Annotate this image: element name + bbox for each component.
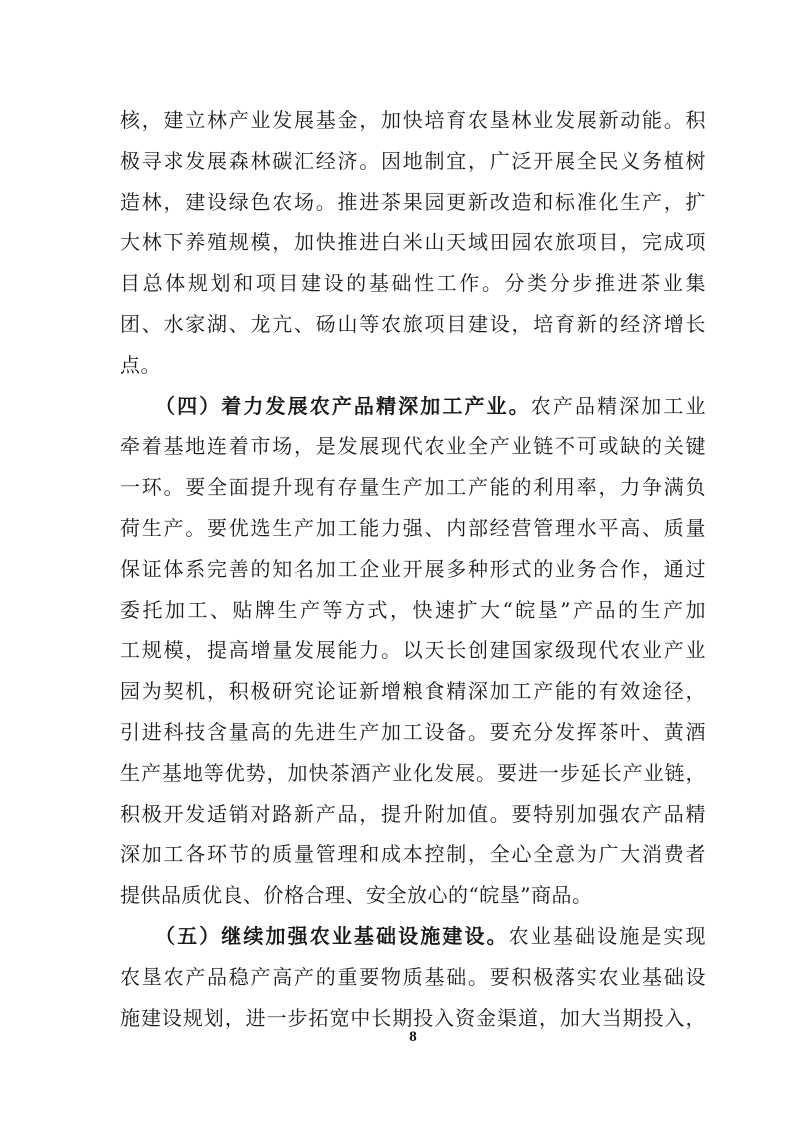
text-line [120,426,706,467]
text-line [120,467,706,508]
line-text: 核，建立林产业发展基金，加快培育农垦林业发展新动能。积 [120,108,706,132]
line-text: 深加工各环节的质量管理和成本控制，全心全意为广大消费者 [120,842,706,867]
text-line [120,712,706,753]
line-text: 牵着基地连着市场，是发展现代农业全产业链不可或缺的关键 [120,434,706,459]
line-text: 团、水家湖、龙亢、砀山等农旅项目建设，培育新的经济增长 [120,311,706,336]
line-text: 提供品质优良、价格合理、安全放心的“皖垦”商品。 [120,883,593,908]
text-line [120,671,706,712]
page-footer [120,1026,706,1046]
line-text: 工规模，提高增量发展能力。以天长创建国家级现代农业产业 [120,638,706,663]
line-text: 目总体规划和项目建设的基础性工作。分类分步推进茶业集 [120,271,706,296]
line-text: 积极开发适销对路新产品，提升附加值。要特别加强农产品精 [120,801,706,826]
text-line [120,263,706,304]
text-line [120,386,706,427]
page-number: 8 [409,1029,417,1045]
line-text: 点。 [120,352,161,377]
line-text: 农垦农产品稳产高产的重要物质基础。要积极落实农业基础设 [120,964,706,989]
line-text: 极寻求发展森林碳汇经济。因地制宜，广泛开展全民义务植树 [120,148,706,173]
text-line [120,345,706,386]
text-line [120,834,706,875]
text-line [120,875,706,916]
line-text: 一环。要全面提升现有存量生产加工产能的利用率，力争满负 [120,475,706,500]
line-text: 引进科技含量高的先进生产加工设备。要充分发挥茶叶、黄酒 [120,719,706,744]
line-text: 施建设规划，进一步拓宽中长期投入资金渠道，加大当期投入， [120,1005,706,1030]
text-line [120,100,706,141]
text-line [120,794,706,835]
text-line [120,304,706,345]
text-line [120,916,706,957]
line-text: 荷生产。要优选生产加工能力强、内部经营管理水平高、质量 [120,515,706,540]
text-line [120,508,706,549]
line-text: 农业基础设施是实现 [508,923,706,948]
text-line [120,957,706,998]
line-text: 委托加工、贴牌生产等方式，快速扩大“皖垦”产品的生产加 [120,597,706,622]
line-text: 农产品精深加工业 [530,393,706,418]
line-text: 生产基地等优势，加快茶酒产业化发展。要进一步延长产业链， [120,760,706,785]
line-text: 保证体系完善的知名加工企业开展多种形式的业务合作，通过 [120,556,706,581]
document-body [120,100,706,1038]
line-text: 造林，建设绿色农场。推进茶果园更新改造和标准化生产，扩 [120,189,706,214]
section-heading: （四）着力发展农产品精深加工产业。 [155,393,531,418]
text-line [120,141,706,182]
text-line [120,753,706,794]
line-text: 园为契机，积极研究论证新增粮食精深加工产能的有效途径， [120,679,706,704]
text-line [120,549,706,590]
text-line [120,590,706,631]
text-line [120,222,706,263]
line-text: 大林下养殖规模，加快推进白米山天域田园农旅项目，完成项 [120,230,706,255]
text-line [120,630,706,671]
text-line [120,182,706,223]
section-heading: （五）继续加强农业基础设施建设。 [155,923,509,948]
